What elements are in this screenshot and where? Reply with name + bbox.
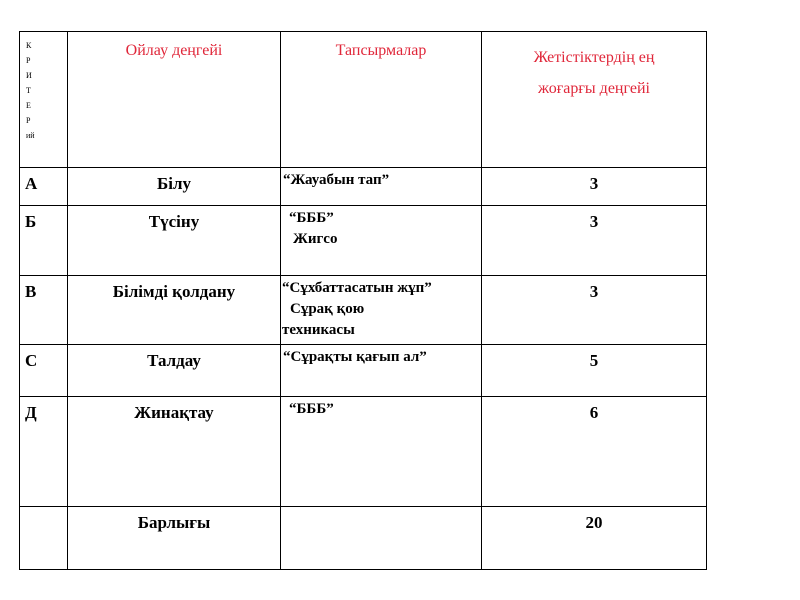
task-line: техникасы [282, 322, 355, 338]
tasks-cell [281, 206, 482, 276]
total-score: 20 [482, 507, 707, 570]
table-row [20, 345, 707, 397]
tasks-cell [281, 168, 482, 206]
level-cell: Білімді қолдану [68, 276, 281, 345]
task-line: “Жауабын тап” [283, 172, 390, 188]
table-row [20, 168, 707, 206]
score-cell: 3 [482, 276, 707, 345]
achievement-header [482, 32, 707, 168]
total-row [20, 507, 707, 570]
task-line: “БББ” [289, 401, 334, 417]
level-cell: Талдау [68, 345, 281, 397]
achievement-header-line1: Жетістіктердің ең [533, 49, 655, 66]
header-row [20, 32, 707, 168]
level-cell: Білу [68, 168, 281, 206]
criteria-letter: К [26, 41, 32, 50]
table-row [20, 206, 707, 276]
table-row [20, 276, 707, 345]
task-line: Сұрақ қою [290, 301, 365, 317]
total-criterion-cell [20, 507, 68, 570]
level-header-label: Ойлау деңгейі [125, 42, 223, 59]
task-line: Жигсо [293, 231, 338, 247]
total-tasks-cell [281, 507, 482, 570]
task-line: “Сұхбаттасатын жұп” [282, 280, 432, 296]
level-cell: Жинақтау [68, 397, 281, 507]
criteria-letter: Р [26, 56, 31, 65]
level-cell: Түсіну [68, 206, 281, 276]
total-label: Барлығы [68, 507, 281, 570]
tasks-cell [281, 397, 482, 507]
achievement-header-line2: жоғарғы деңгейі [538, 80, 650, 97]
tasks-header [281, 32, 482, 168]
score-cell: 6 [482, 397, 707, 507]
tasks-cell [281, 345, 482, 397]
criterion-cell: С [20, 345, 68, 397]
score-cell: 3 [482, 206, 707, 276]
task-line: “БББ” [289, 210, 334, 226]
criteria-letter: Т [26, 86, 31, 95]
criterion-cell: В [20, 276, 68, 345]
criteria-header [20, 32, 68, 168]
task-line: “Сұрақты қағып ал” [283, 349, 427, 365]
criteria-letter: Е [26, 101, 31, 110]
criterion-cell: А [20, 168, 68, 206]
tasks-cell [281, 276, 482, 345]
criterion-cell: Б [20, 206, 68, 276]
table-row [20, 397, 707, 507]
score-cell: 5 [482, 345, 707, 397]
criterion-cell: Д [20, 397, 68, 507]
tasks-header-label: Тапсырмалар [335, 42, 427, 59]
criteria-letter: И [26, 71, 32, 80]
criteria-letter: ий [26, 131, 35, 140]
criteria-table [19, 31, 707, 570]
level-header [68, 32, 281, 168]
criteria-letter: Р [26, 116, 31, 125]
score-cell: 3 [482, 168, 707, 206]
